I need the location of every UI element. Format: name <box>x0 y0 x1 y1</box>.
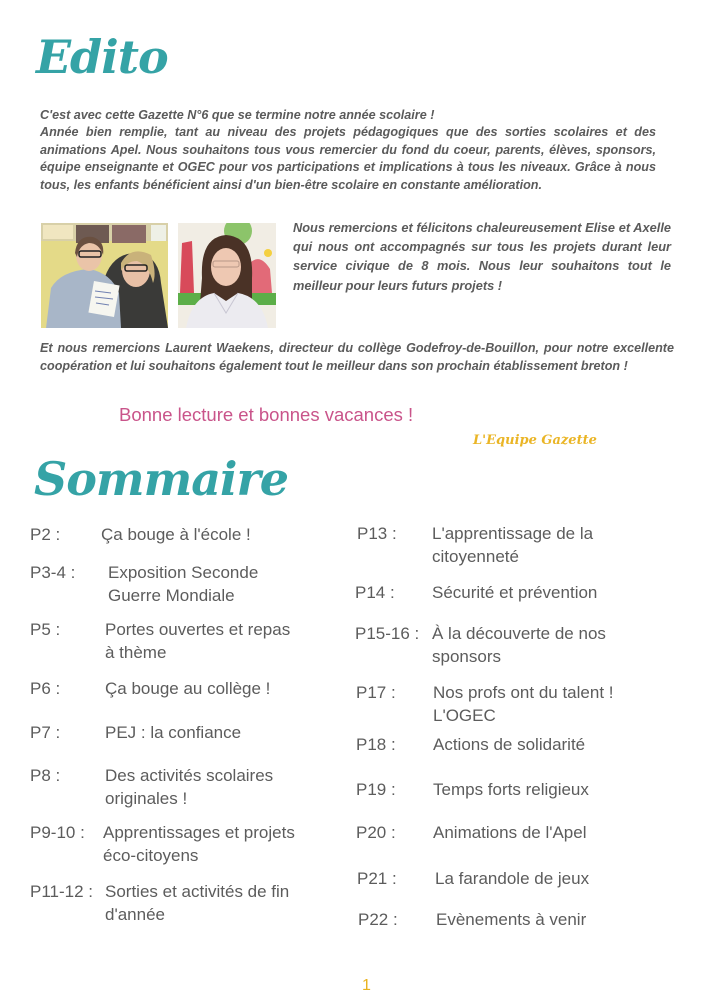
toc-page-number: P2 : <box>30 525 61 544</box>
toc-page-number: P7 : <box>30 723 61 742</box>
photo-elise-and-colleague <box>41 223 168 328</box>
toc-entry-title: Sorties et activités de fin d'année <box>105 882 290 924</box>
edito-laurent-paragraph: Et nous remercions Laurent Waekens, directeur du collège Godefroy-de-Bouillon, pour notre excellente coopération et lui souhaitons également tout le meilleur dans son prochain établissement breton ! <box>40 341 674 373</box>
toc-page-number: P14 : <box>355 583 395 602</box>
toc-entry-title: La farandole de jeux <box>435 869 590 888</box>
toc-page-number: P3-4 : <box>30 563 76 582</box>
toc-entry-title: Des activités scolaires originales ! <box>105 766 274 808</box>
toc-page-number: P20 : <box>356 823 396 842</box>
toc-entry-title: Evènements à venir <box>436 910 587 929</box>
toc-entry-title: Temps forts religieux <box>433 780 589 799</box>
photo-1-illustration <box>41 223 168 328</box>
toc-page-number: P11-12 : <box>30 882 94 901</box>
page-number: 1 <box>362 977 371 994</box>
toc-entry-title: Exposition Seconde Guerre Mondiale <box>108 563 259 605</box>
toc-entry-title: PEJ : la confiance <box>105 723 242 742</box>
toc-page-number: P17 : <box>356 683 396 702</box>
toc-entry-title: Apprentissages et projets éco-citoyens <box>103 823 295 865</box>
toc-page-number: P8 : <box>30 766 61 785</box>
toc-entry-title: Actions de solidarité <box>433 735 586 754</box>
signature: L'Equipe Gazette <box>473 433 597 448</box>
toc-page-number: P13 : <box>357 524 397 543</box>
toc-entry-title: Sécurité et prévention <box>432 583 598 602</box>
toc-entry-title: Ça bouge au collège ! <box>105 679 271 698</box>
toc-page-number: P19 : <box>356 780 396 799</box>
toc-entry-title: Ça bouge à l'école ! <box>101 525 251 544</box>
photo-2-illustration <box>178 223 276 328</box>
toc-entry-title: Portes ouvertes et repas à thème <box>105 620 291 662</box>
edito-intro-paragraph: Année bien remplie, tant au niveau des projets pédagogiques que des sorties scolaires et des animations Apel. Nous souhaitons tous vous remercier du fond du coeur, parents, élèves, sponsors, équipe enseignante et OGEC pour vos participations et implications à tous les niveaux. Grâce à nous tous, les enfants bénéficient ainsi d'un bien-être scolaire en constante amélioration. <box>40 125 656 192</box>
toc-page-number: P6 : <box>30 679 61 698</box>
toc-page-number: P5 : <box>30 620 61 639</box>
closing-message: Bonne lecture et bonnes vacances ! <box>119 404 414 425</box>
toc-page-number: P21 : <box>357 869 397 888</box>
toc-entry-title: L'apprentissage de la citoyenneté <box>432 524 594 566</box>
toc-page-number: P22 : <box>358 910 398 929</box>
edito-intro-line: C'est avec cette Gazette N°6 que se termine notre année scolaire ! <box>40 108 435 122</box>
sommaire-heading: Sommaire <box>34 452 289 506</box>
toc-entry-title: Nos profs ont du talent ! L'OGEC <box>433 683 614 725</box>
toc-page-number: P18 : <box>356 735 396 754</box>
toc-page-number: P15-16 : <box>355 624 420 643</box>
toc-entry-title: À la découverte de nos sponsors <box>432 624 606 666</box>
toc-entry-title: Animations de l'Apel <box>433 823 587 842</box>
toc-page-number: P9-10 : <box>30 823 85 842</box>
photo-axelle <box>178 223 276 328</box>
edito-heading: Edito <box>36 30 168 84</box>
edito-thanks-paragraph: Nous remercions et félicitons chaleureusement Elise et Axelle qui nous ont accompagnés sur tous les projets durant leur service civique de 8 mois. Nous leur souhaitons tout le meilleur pour leurs futurs projets ! <box>293 220 671 293</box>
